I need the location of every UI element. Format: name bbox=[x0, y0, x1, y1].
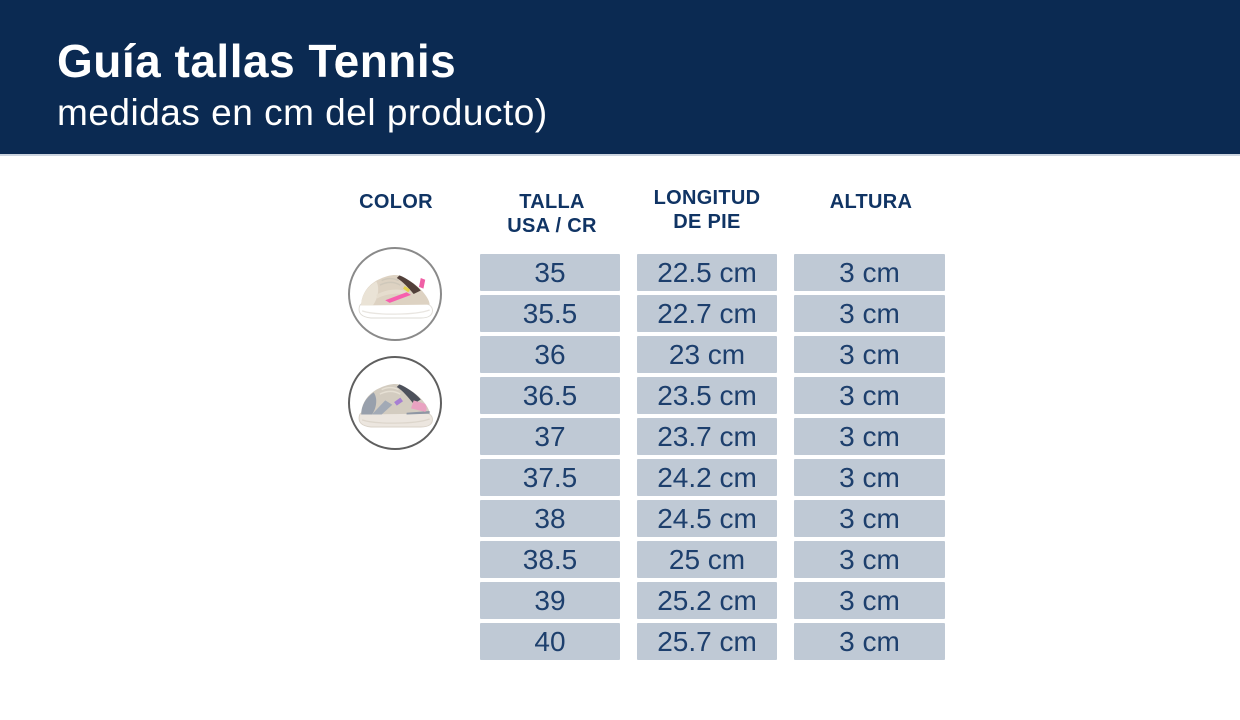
cell-talla: 38 bbox=[480, 500, 620, 537]
cell-altura: 3 cm bbox=[794, 623, 945, 660]
grey-pink-sneaker-icon bbox=[355, 374, 435, 432]
size-table bbox=[480, 254, 945, 660]
cell-longitud: 25.2 cm bbox=[637, 582, 777, 619]
cell-altura: 3 cm bbox=[794, 541, 945, 578]
product-photo-circle-2 bbox=[348, 356, 442, 450]
page-header bbox=[0, 0, 1240, 156]
cell-talla: 35.5 bbox=[480, 295, 620, 332]
cell-talla: 38.5 bbox=[480, 541, 620, 578]
column-header-longitud bbox=[634, 186, 780, 234]
cell-talla: 40 bbox=[480, 623, 620, 660]
column-header-color: COLOR bbox=[359, 191, 433, 213]
cell-longitud: 23.5 cm bbox=[637, 377, 777, 414]
cell-talla: 36.5 bbox=[480, 377, 620, 414]
cell-altura: 3 cm bbox=[794, 582, 945, 619]
cell-longitud: 22.7 cm bbox=[637, 295, 777, 332]
cell-longitud: 22.5 cm bbox=[637, 254, 777, 291]
cell-talla: 37 bbox=[480, 418, 620, 455]
column-header-longitud-line1: LONGITUD bbox=[653, 187, 761, 209]
column-header-altura: ALTURA bbox=[829, 191, 913, 213]
cell-longitud: 24.5 cm bbox=[637, 500, 777, 537]
product-photo-circle-1 bbox=[348, 247, 442, 341]
column-header-longitud-line2: DE PIE bbox=[673, 211, 741, 233]
cell-talla: 39 bbox=[480, 582, 620, 619]
cell-altura: 3 cm bbox=[794, 254, 945, 291]
page-subtitle: medidas en cm del producto) bbox=[57, 92, 548, 133]
cell-altura: 3 cm bbox=[794, 336, 945, 373]
column-header-talla bbox=[482, 190, 622, 238]
cell-altura: 3 cm bbox=[794, 459, 945, 496]
cell-longitud: 23 cm bbox=[637, 336, 777, 373]
cell-longitud: 25 cm bbox=[637, 541, 777, 578]
cell-longitud: 24.2 cm bbox=[637, 459, 777, 496]
cell-talla: 36 bbox=[480, 336, 620, 373]
cell-longitud: 25.7 cm bbox=[637, 623, 777, 660]
cell-altura: 3 cm bbox=[794, 500, 945, 537]
cell-altura: 3 cm bbox=[794, 295, 945, 332]
cell-altura: 3 cm bbox=[794, 377, 945, 414]
beige-pink-sneaker-icon bbox=[355, 265, 435, 323]
page-title: Guía tallas Tennis bbox=[57, 35, 457, 87]
column-header-talla-line2: USA / CR bbox=[507, 215, 597, 237]
cell-talla: 35 bbox=[480, 254, 620, 291]
column-header-talla-line1: TALLA bbox=[519, 191, 585, 213]
cell-longitud: 23.7 cm bbox=[637, 418, 777, 455]
cell-talla: 37.5 bbox=[480, 459, 620, 496]
cell-altura: 3 cm bbox=[794, 418, 945, 455]
